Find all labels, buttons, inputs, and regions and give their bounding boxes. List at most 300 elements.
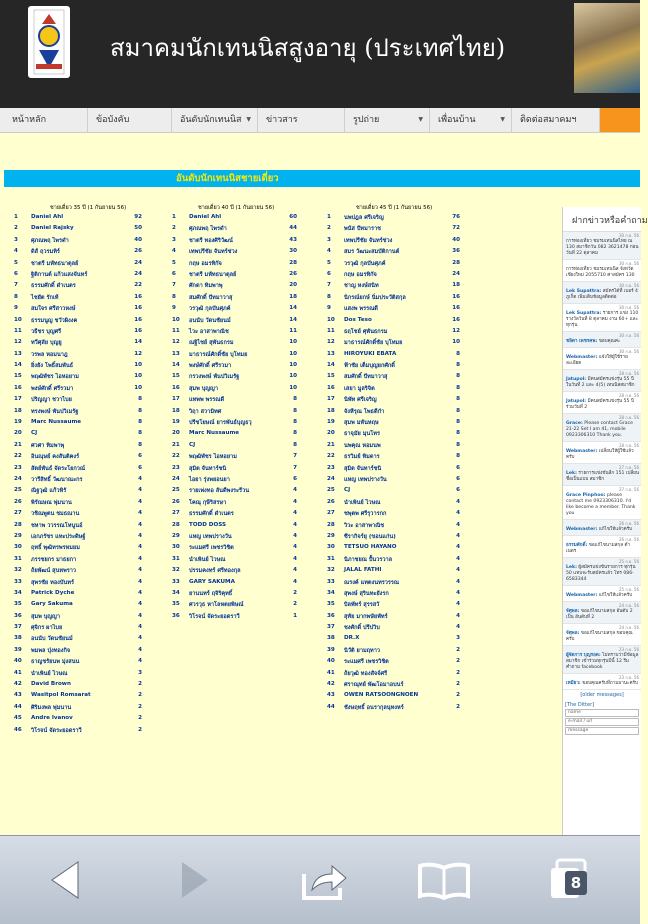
rank-number: 1 <box>327 214 331 220</box>
player-name-35[interactable]: วชิณพูตน ชมธณาน <box>31 511 80 518</box>
player-name-35[interactable]: ทรงพงษ์ พันปวิเมรัฐ <box>31 408 79 415</box>
player-name-40[interactable]: ปรีชโยษณ์ ยารพันธ์บุญธวุ <box>189 420 252 427</box>
player-name-35[interactable]: CJ <box>31 430 38 437</box>
rank-number: 40 <box>327 658 335 665</box>
chevron-down-icon: ▼ <box>418 116 423 123</box>
ditter-link[interactable]: [The Ditter] <box>565 702 595 708</box>
player-name-35[interactable]: วารีสิทธิ์ วัฒนาณะกร <box>31 476 83 483</box>
table-row <box>0 248 470 259</box>
chat-box <box>562 207 648 837</box>
points-35: 3 <box>138 669 142 676</box>
site-title: สมาคมนักเทนนิสสูงอายุ (ประเทศไทย) <box>110 34 506 62</box>
table-row <box>0 522 470 533</box>
column-heading-35: ชายเดี่ยว 35 ปี (1 กันยายน 56) <box>50 205 127 211</box>
player-name-40[interactable]: โคณุ กุษีริสรษา <box>189 499 227 506</box>
message-author: Grace Pinphoo: <box>566 493 606 498</box>
player-name-45[interactable]: มาธารณ์ศักดิ์ชัย บุโทมย <box>344 340 403 347</box>
nav-item-4[interactable] <box>258 108 345 132</box>
player-name-45[interactable]: จังหีรุณ โพธดีกำ <box>344 408 385 415</box>
player-name-45[interactable]: ระแมศรี เพชรวิชิต <box>344 659 389 666</box>
player-name-35[interactable]: พฤฒิพัชร ไอหอยาม <box>31 374 79 381</box>
player-name-45[interactable]: ณรงค์ แทตงนทรวรรณ <box>344 579 400 586</box>
points-35: 4 <box>138 475 142 482</box>
points-35: 16 <box>134 327 142 334</box>
rank-number: 25 <box>14 487 22 494</box>
player-name-45[interactable]: แหญ เทพปรางวัน <box>344 476 387 483</box>
player-name-40[interactable]: ไอยา รุ่งพยอนยา <box>189 476 230 483</box>
nav-item-2[interactable] <box>88 108 172 132</box>
message-time: 28 ก.ย. 56 <box>618 371 639 376</box>
rank-number: 24 <box>327 475 335 482</box>
player-name-45[interactable]: นพคุณ หอมนพ <box>344 442 381 449</box>
player-name-40[interactable]: วิโรจน์ จัดระยอดราวี <box>189 613 240 620</box>
points-45: 6 <box>456 464 460 471</box>
player-name-35[interactable]: Gary Sakuma <box>31 601 73 608</box>
association-logo[interactable] <box>28 6 70 78</box>
message-text: สมัครได้ที่ เบอร์ 4 ภูเก็ต เพิ่มเติมข้อมูลติดต่อ <box>566 289 638 300</box>
message-text: Please contact Grace 21-22 Set I am 41, mobile 0923306310 Thank you. <box>566 421 633 438</box>
player-name-35[interactable]: ชาตรี มหัทธนาตุลย์ <box>31 260 79 267</box>
player-name-45[interactable]: นิกรณ์ยกษ์ นิ่มประวัติสกุล <box>344 294 406 301</box>
player-name-35[interactable]: ปริญญา ชวาไบย <box>31 397 72 404</box>
player-name-35[interactable]: เอกภรัชร แทะประดิษฐ์ <box>31 533 86 540</box>
message-time: 26 ก.ย. 56 <box>618 537 639 542</box>
points-45: 4 <box>456 510 460 517</box>
player-name-35[interactable]: Patrick Dyche <box>31 589 75 596</box>
points-45: 4 <box>456 544 460 551</box>
rank-number: 28 <box>327 521 335 528</box>
nav-item-3[interactable] <box>172 108 258 132</box>
rank-number: 44 <box>327 703 335 710</box>
chat-message <box>563 370 641 392</box>
rank-number: 32 <box>172 567 180 574</box>
player-name-45[interactable]: ซีรากิจร์ยุ (ขอนแก่น) <box>344 533 396 540</box>
table-row <box>0 533 470 544</box>
rank-number: 2 <box>327 225 331 232</box>
player-name-35[interactable]: วิโรจน์ จัดระยอดราวี <box>31 727 82 734</box>
rank-number: 42 <box>14 681 22 688</box>
player-name-40[interactable]: รายเพ่งทอ ลันดีพงระรีวน <box>189 488 250 495</box>
nav-item-5[interactable] <box>345 108 430 132</box>
player-name-40[interactable]: กรวงพงษ์ พันปวิเมรัฐ <box>189 374 240 381</box>
player-name-35[interactable]: ธาญชรัยนพ มุ่งสนน <box>31 659 80 666</box>
points-45: 8 <box>456 384 460 391</box>
rank-number: 10 <box>14 316 22 323</box>
player-name-45[interactable]: ธาจุมัย มุนโทร <box>344 431 380 438</box>
player-name-45[interactable]: สุมพ มหันหฤษ <box>344 420 379 427</box>
points-45: 8 <box>456 430 460 437</box>
player-name-35[interactable]: สุมพ บุญญา <box>31 613 60 620</box>
player-name-45[interactable]: สมศักดิ์ ปัทมาวาสุ <box>344 374 388 381</box>
player-name-45[interactable]: TETSUO HAYANO <box>344 544 397 551</box>
player-name-45[interactable]: HIROYUKI EBATA <box>344 350 397 357</box>
points-35: 4 <box>138 624 142 631</box>
player-name-40[interactable]: ยานนทร์ ฤจิริคุทธิ์ <box>189 590 233 597</box>
rank-number: 1 <box>14 214 18 220</box>
player-name-45[interactable]: ชพุตพ ศรีรุวารกก <box>344 511 387 518</box>
rank-number: 28 <box>172 521 180 528</box>
table-row <box>0 487 470 498</box>
player-name-35[interactable]: วธีชร บุญศรี <box>31 328 62 335</box>
player-name-45[interactable]: ชังษฤทธิ์ อนรากุลนุทงหร์ <box>344 704 404 711</box>
player-name-45[interactable]: สุมิต จันทาร์ชนิ <box>344 465 382 472</box>
chat-message <box>563 624 641 646</box>
points-40: 44 <box>289 225 297 232</box>
player-name-45[interactable]: วิวะ อาสาพาณิช <box>344 522 385 529</box>
points-45: 18 <box>452 282 460 289</box>
table-row <box>0 510 470 521</box>
player-name-35[interactable]: ดิส์ ฤวรมทิร์ <box>31 249 60 256</box>
points-45: 8 <box>456 350 460 357</box>
player-name-40[interactable]: ชาตรี มหัทธนาตุลย์ <box>189 271 237 278</box>
player-name-45[interactable]: ศราณุทย์ พัฒโอมาอบนร์ <box>344 682 404 689</box>
rank-number: 9 <box>172 305 176 312</box>
player-name-45[interactable]: Dos Teso <box>344 316 372 323</box>
message-text: แจ้งให้ผู้ใช้รายละเอียด <box>566 355 628 366</box>
player-name-45[interactable]: สุพงษ์ สุรินทะยังรก <box>344 590 389 597</box>
column-heading-45: ชายเดี่ยว 45 ปี (1 กันยายน 56) <box>356 205 433 211</box>
player-name-40[interactable]: แหญ เทพปรางวัน <box>189 533 232 540</box>
player-name-35[interactable]: วรพล หอมนาฎ <box>31 351 68 358</box>
player-name-35[interactable]: Marc Nussaume <box>31 419 82 426</box>
player-name-40[interactable]: เทพปรีชัย จันทร์ช่วง <box>189 249 238 256</box>
chat-message <box>563 392 641 414</box>
message-author: จัตุพล: <box>566 631 580 636</box>
player-name-35[interactable]: ศุจิกร ผาไบย <box>31 625 63 632</box>
player-name-40[interactable]: ปรรมคงทร์ ศรีทองกุล <box>189 568 241 575</box>
bookmarks-button[interactable] <box>416 836 472 924</box>
message-text: ผู้สมัครแข่งขันรายการ ทุกรุ่น 50 แทบจะรับสมัครแล้ว โทร 086-6583344 <box>566 565 636 582</box>
nav-item-label: หน้าหลัก <box>12 115 47 125</box>
player-name-45[interactable]: พนัส ปัทมาราช <box>344 226 381 233</box>
message-time: 28 ก.ย. 56 <box>618 393 639 398</box>
message-text: ขอบคุณครับที่ถามมานะครับ <box>582 681 638 686</box>
player-name-35[interactable]: Daniel Ahl <box>31 214 64 220</box>
points-45: 4 <box>456 532 460 539</box>
rankings-table <box>0 214 470 738</box>
nav-item-7[interactable] <box>512 108 600 132</box>
player-name-45[interactable]: สุทัย มากพษัยพัทร์ <box>344 613 388 620</box>
back-button[interactable] <box>40 836 90 924</box>
player-name-35[interactable]: พิรัณษณ พุ่มนาน <box>31 499 72 506</box>
table-row <box>0 658 470 669</box>
chat-message <box>563 520 641 536</box>
message-text: แก้ไขให้แล้วครับ <box>598 593 633 598</box>
player-name-45[interactable]: นิพัท ศรีเจริญ <box>344 397 377 404</box>
table-row <box>0 430 470 441</box>
name-field[interactable]: name <box>565 709 639 717</box>
player-name-35[interactable]: สัตย์พันธ์ จัดระโยกวณ์ <box>31 465 86 472</box>
rank-number: 20 <box>172 430 180 437</box>
player-name-40[interactable]: สมศักดิ์ ปัทมาวาสุ <box>189 294 233 301</box>
player-name-35[interactable]: สุพรชัย ทองบันทร์ <box>31 579 74 586</box>
rank-number: 17 <box>172 396 180 403</box>
player-name-45[interactable]: JALAL FATHI <box>344 567 382 574</box>
email-field[interactable]: e-mail / url <box>565 718 639 726</box>
message-text: การท่องเที่ยว ชมรมเทนนิส จังหวัดเชียงใหม่ 2055710 ค่าสมัคร 130 <box>566 267 635 278</box>
player-name-40[interactable]: ศวรวุธ หาโลหตยพิษณ์ <box>189 602 244 609</box>
points-40: 7 <box>293 453 297 460</box>
player-name-40[interactable]: สุมิต จันทาร์ชนิ <box>189 465 227 472</box>
chat-message <box>563 260 641 282</box>
player-name-45[interactable]: ถ้ยวุฒิ ทองสัจจ์ศรี <box>344 670 388 677</box>
rank-number: 6 <box>172 270 176 277</box>
player-name-45[interactable]: นำเพินย์ ไวษณ <box>344 499 381 506</box>
points-35: 6 <box>138 453 142 460</box>
points-45: 16 <box>452 316 460 323</box>
player-name-40[interactable]: พฤฒิพัชร ไอหอยาม <box>189 454 237 461</box>
rank-number: 16 <box>327 384 335 391</box>
player-name-40[interactable]: แทพพ พรรณดี <box>189 397 225 404</box>
message-time: 27 ก.ย. 56 <box>618 487 639 492</box>
table-row <box>0 271 470 282</box>
player-name-35[interactable]: Daniel Rajsky <box>31 225 74 232</box>
points-35: 2 <box>138 703 142 710</box>
rank-number: 26 <box>327 498 335 505</box>
player-name-45[interactable]: ธรวิมย์ ทิมดาร <box>344 454 380 461</box>
points-35: 4 <box>138 544 142 551</box>
points-45: 8 <box>456 441 460 448</box>
rank-number: 14 <box>172 362 180 369</box>
player-name-35[interactable]: พมพล ปุ่งทองกิจ <box>31 647 71 654</box>
player-name-35[interactable]: พงษ์ศักดิ์ ศรีรวมา <box>31 385 74 392</box>
player-name-45[interactable]: นพปฎล ศรีเจริญ <box>344 215 384 221</box>
points-35: 8 <box>138 430 142 437</box>
rank-number: 28 <box>14 521 22 528</box>
player-name-35[interactable]: ยิ่งยัง โพธิ์สมพันธ์ <box>31 363 74 370</box>
site-header <box>0 0 640 108</box>
player-name-40[interactable]: Marc Nussaume <box>189 430 240 437</box>
player-name-40[interactable]: พงษ์ศักดิ์ ศรีรวมา <box>189 363 232 370</box>
tab-count-badge: 8 <box>565 871 587 895</box>
player-name-40[interactable]: ศักดา ทิมพาพุ <box>189 283 223 290</box>
points-40: 10 <box>289 362 297 369</box>
table-row <box>0 476 470 487</box>
rank-number: 21 <box>172 441 180 448</box>
rank-number: 15 <box>172 373 180 380</box>
rank-number: 26 <box>172 498 180 505</box>
rank-number: 15 <box>327 373 335 380</box>
message-field[interactable]: message <box>565 727 639 735</box>
rank-number: 1 <box>172 214 176 220</box>
player-name-35[interactable]: Andre Ivanov <box>31 715 73 722</box>
rank-number: 37 <box>14 624 22 631</box>
table-row <box>0 225 470 236</box>
player-name-40[interactable]: วิฤา สวามิทศ <box>189 408 222 415</box>
nav-item-label: ข่าวสาร <box>266 115 298 125</box>
player-name-35[interactable]: ธรรมศักดิ์ ดำเนตร <box>31 283 76 290</box>
points-35: 22 <box>134 282 142 289</box>
points-40: 18 <box>289 293 297 300</box>
player-name-35[interactable]: ศวศา ทิมพาพุ <box>31 442 65 449</box>
player-name-40[interactable]: ศุภณพฤ ไพรดำ <box>189 226 227 233</box>
player-name-40[interactable]: Daniel Ahl <box>189 214 222 220</box>
rank-number: 7 <box>172 282 176 289</box>
player-name-35[interactable]: อนนับ วัดนชัยนม์ <box>31 636 73 643</box>
rank-number: 5 <box>172 259 176 266</box>
rank-number: 3 <box>327 236 331 243</box>
table-row <box>0 453 470 464</box>
player-name-35[interactable]: ศิริมงพล พุ่มนาน <box>31 704 72 711</box>
chat-title: ฝากข่าวหรือคำถาม <box>563 207 641 232</box>
player-name-45[interactable]: ชงศักดิ์ ปรีปวิบ <box>344 625 380 632</box>
player-name-40[interactable]: สุมพ บุญญา <box>189 385 218 392</box>
rank-number: 27 <box>14 510 22 517</box>
points-45: 2 <box>456 681 460 688</box>
rank-number: 26 <box>14 498 22 505</box>
points-35: 16 <box>134 316 142 323</box>
player-name-35[interactable]: ณิฐวุฒิ แก้วหิรั <box>31 488 67 495</box>
chevron-down-icon: ▼ <box>246 116 251 123</box>
player-name-35[interactable]: ฐิติกานต์ แก้วแสงจันทร์ <box>31 271 88 278</box>
player-name-45[interactable]: ฟ้าชัย เต็มบุญยกศักดิ์ <box>344 363 395 370</box>
player-name-45[interactable]: นิภาชยณ ปั้นวรวาล <box>344 556 393 563</box>
chat-message <box>563 464 641 486</box>
rank-number: 23 <box>327 464 335 471</box>
player-name-45[interactable]: CJ <box>344 487 351 494</box>
message-text: การท่องเที่ยว ชมรมเทนนิสไทย ณ 130 สมาชิกวัน 082 3621478 ก่อนวันที่ 22 ตุลาคม <box>566 239 639 256</box>
points-45: 4 <box>456 521 460 528</box>
chat-form <box>563 700 641 738</box>
player-name-45[interactable]: บิลพัทร์ สุรรสวั <box>344 602 380 609</box>
player-name-45[interactable]: OWEN RATSOONGNOEN <box>344 692 419 699</box>
nav-item-1[interactable] <box>4 108 88 132</box>
points-35: 26 <box>134 248 142 255</box>
player-name-35[interactable]: Wasitpol Romsarat <box>31 692 91 699</box>
rank-number: 32 <box>327 567 335 574</box>
player-name-40[interactable]: ระแมศรี เพชรวิชิต <box>189 545 234 552</box>
rank-number: 12 <box>14 339 22 346</box>
player-name-35[interactable]: ภรรชยกร มาธยกา <box>31 556 77 563</box>
player-name-35[interactable]: ฤทธิ์ พุฒิทรพรหมยม <box>31 545 80 552</box>
table-row <box>0 601 470 612</box>
forward-button[interactable] <box>170 836 220 924</box>
player-name-40[interactable]: GARY SAKUMA <box>189 578 235 585</box>
rank-number: 16 <box>14 384 22 391</box>
player-name-35[interactable]: ทวีศุลัย บุญยู <box>31 340 62 347</box>
points-45: 3 <box>456 635 460 642</box>
player-name-40[interactable]: CJ <box>189 441 196 448</box>
chat-message <box>563 414 641 442</box>
table-row <box>0 692 470 703</box>
player-name-45[interactable]: เทพปรีชัย จันทร์ช่วง <box>344 237 393 244</box>
player-name-45[interactable]: วรวุฒิ กุลบันศุภค์ <box>344 260 386 267</box>
player-name-35[interactable]: สมใจร ศรีสาวหงษ์ <box>31 306 76 313</box>
player-name-35[interactable]: ชหาพ ววรรณโหนูนอ์ <box>31 522 83 529</box>
open-book-icon <box>418 862 470 898</box>
player-name-45[interactable]: แสงพ พรรณดี <box>344 306 378 313</box>
player-name-45[interactable]: ชาญ หงษ์สนิท <box>344 283 379 290</box>
nav-item-label: อันดับนักเทนนิส <box>180 115 242 125</box>
nav-item-6[interactable] <box>430 108 512 132</box>
rank-number: 25 <box>327 487 335 494</box>
message-time: 30 ก.ย. 56 <box>618 233 639 238</box>
points-35: 50 <box>134 225 142 232</box>
rank-number: 13 <box>14 350 22 357</box>
table-row <box>0 567 470 578</box>
points-35: 10 <box>134 384 142 391</box>
player-name-45[interactable]: นิวัติ ยามฤทาว <box>344 647 381 654</box>
player-name-40[interactable]: TODD DOSS <box>189 521 227 528</box>
player-name-35[interactable]: ไชยัต รักเท้ <box>31 294 59 301</box>
player-name-40[interactable]: ชาตรี ทองศิริวัฒน์ <box>189 237 233 244</box>
table-row <box>0 385 470 396</box>
rank-number: 32 <box>14 567 22 574</box>
points-35: 4 <box>138 521 142 528</box>
chat-messages[interactable] <box>563 232 641 690</box>
player-name-40[interactable]: ณฐิไชย์ สุพันธกรม <box>189 340 234 347</box>
rank-number: 35 <box>172 601 180 608</box>
rank-number: 31 <box>172 555 180 562</box>
table-row <box>0 715 470 726</box>
share-button[interactable] <box>298 836 352 924</box>
rank-number: 2 <box>172 225 176 232</box>
older-messages-link[interactable]: [older messages] <box>580 692 624 698</box>
message-text: แก้ไขให้แล้วครับ <box>598 527 633 532</box>
table-row <box>0 260 470 271</box>
table-row <box>0 396 470 407</box>
points-45: 2 <box>456 658 460 665</box>
chat-message <box>563 586 641 602</box>
rank-number: 11 <box>14 327 22 334</box>
rank-number: 29 <box>14 532 22 539</box>
player-name-35[interactable]: ศุภณพฤ ไพรดำ <box>31 237 69 244</box>
player-name-45[interactable]: สมร วัฒนะสมบัติกานต์ <box>344 249 400 256</box>
player-name-45[interactable]: ธฤโชย์ ศุพันธกรม <box>344 328 388 335</box>
player-name-35[interactable]: นำเพินย์ ไวษณ <box>31 670 68 677</box>
message-text: ขอบคุณค่ะ <box>598 339 621 344</box>
points-35: 4 <box>138 532 142 539</box>
message-text: please contact me 0923306310. I'd like become a member. Thank you <box>566 493 636 516</box>
player-name-40[interactable]: อนนับ วัดนชัยนม์ <box>189 317 231 324</box>
points-45: 40 <box>452 236 460 243</box>
rank-number: 31 <box>14 555 22 562</box>
player-name-35[interactable]: ถ้ยพัฒน์ สุนทพราว <box>31 568 77 575</box>
message-author: Lek Supattra: <box>566 311 602 316</box>
points-45: 4 <box>456 498 460 505</box>
rank-number: 12 <box>172 339 180 346</box>
chevron-down-icon: ▼ <box>500 116 505 123</box>
points-35: 4 <box>138 578 142 585</box>
player-name-35[interactable]: David Brown <box>31 681 71 688</box>
points-40: 4 <box>293 521 297 528</box>
chat-message <box>563 282 641 304</box>
player-name-40[interactable]: กฤษ อมรทิกัจ <box>189 260 222 267</box>
rank-number: 33 <box>327 578 335 585</box>
player-name-40[interactable]: ไวะ อาสาพาณิช <box>189 328 229 335</box>
points-35: 4 <box>138 635 142 642</box>
rank-number: 29 <box>172 532 180 539</box>
points-35: 4 <box>138 646 142 653</box>
player-name-45[interactable]: DR.X <box>344 635 360 642</box>
player-name-40[interactable]: ธรรมศักดิ์ ดำเนตร <box>189 511 234 518</box>
player-name-45[interactable]: เสยา มูลริจิต <box>344 385 375 392</box>
player-name-45[interactable]: กฤษ อมรทิกัจ <box>344 271 377 278</box>
points-40: 8 <box>293 430 297 437</box>
rank-number: 34 <box>172 589 180 596</box>
player-name-35[interactable]: อินณุษย์ คงสันติคงร์ <box>31 454 80 461</box>
rank-number: 8 <box>172 293 176 300</box>
player-name-40[interactable]: นำเพินย์ ไวษณ <box>189 556 226 563</box>
player-name-40[interactable]: วรวุฒิ กุลบันศุภค์ <box>189 306 231 313</box>
player-name-40[interactable]: มาธารณ์ศักดิ์ชัย บุโทมย <box>189 351 248 358</box>
rank-number: 19 <box>172 419 180 426</box>
points-40: 20 <box>289 282 297 289</box>
rank-number: 38 <box>14 635 22 642</box>
rank-number: 36 <box>14 612 22 619</box>
player-name-35[interactable]: ธรรมนูญ ชวัวผิงงค <box>31 317 78 324</box>
rank-number: 22 <box>327 453 335 460</box>
